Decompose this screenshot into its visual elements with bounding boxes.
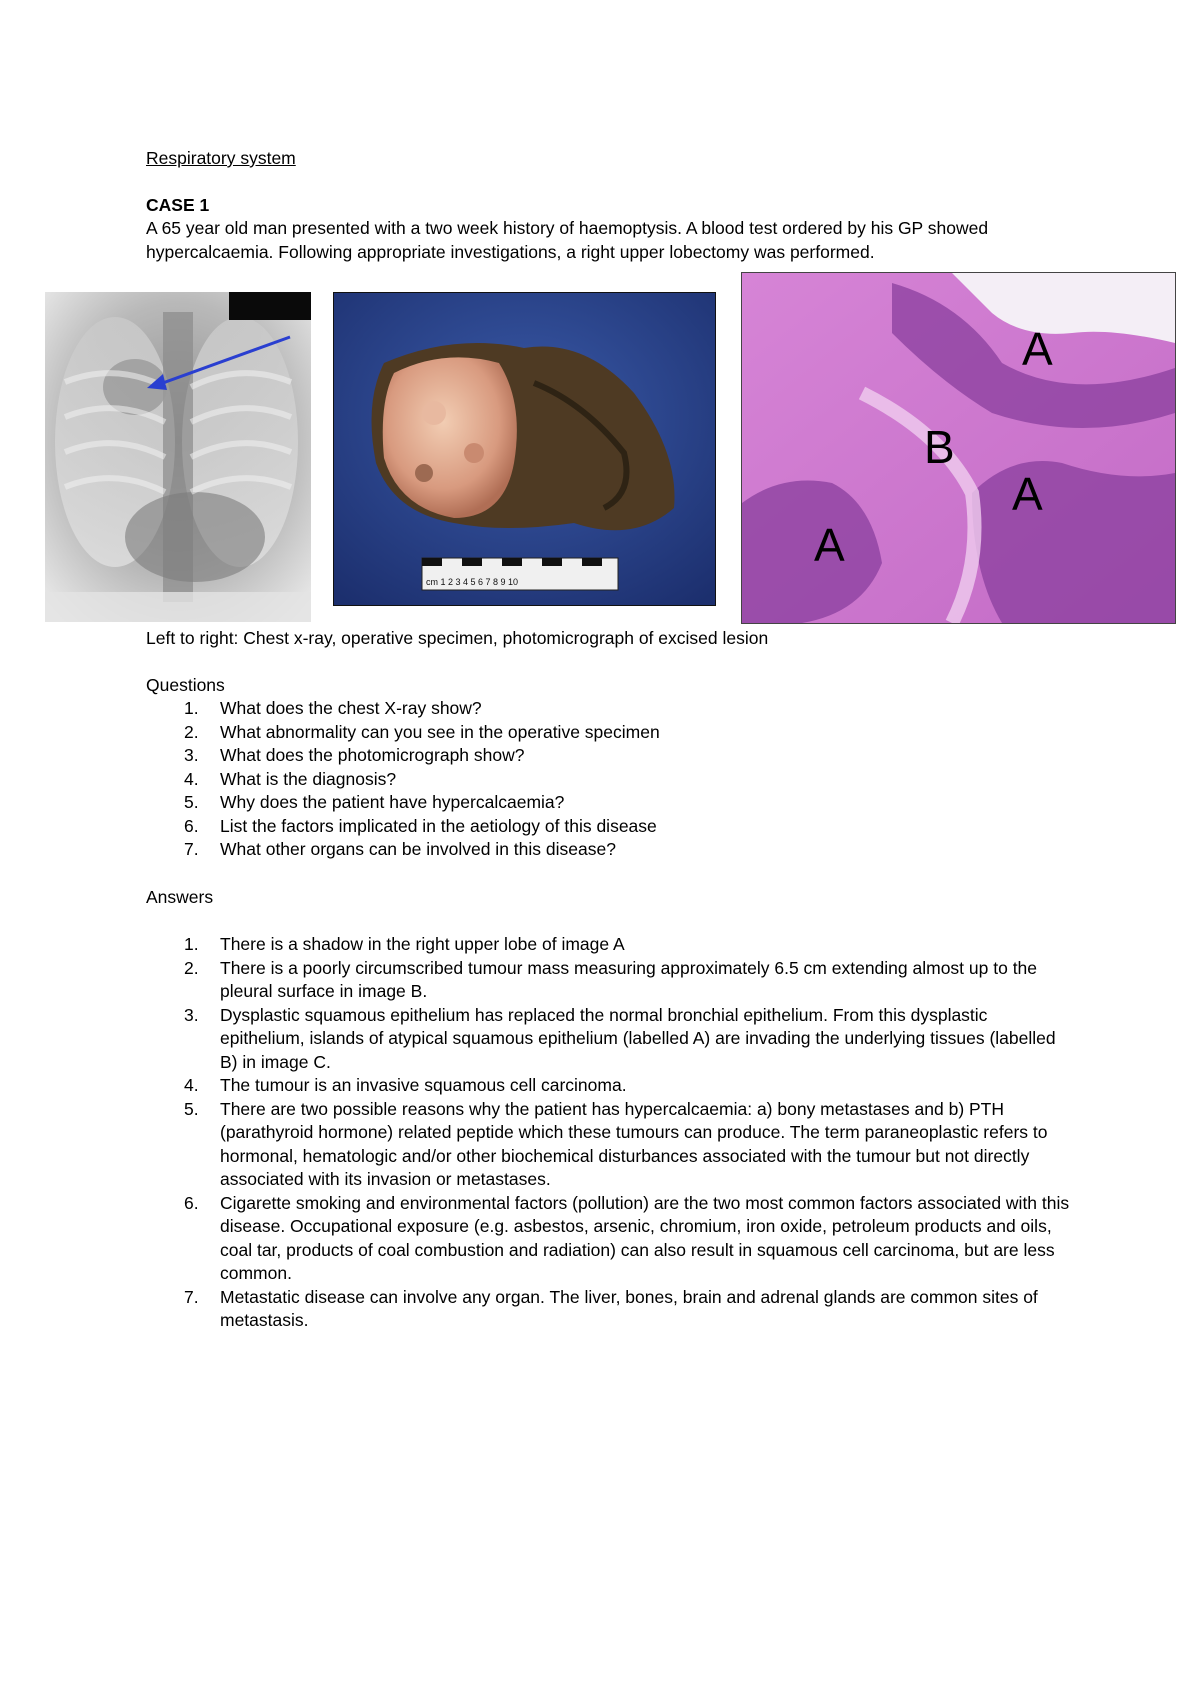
list-item	[146, 1074, 1076, 1098]
micrograph-label-b: B	[924, 421, 955, 473]
questions-heading: Questions	[146, 675, 225, 695]
list-number: 3.	[184, 745, 199, 765]
list-number: 2.	[184, 721, 199, 742]
list-item	[146, 957, 1076, 1004]
questions-list	[146, 697, 1076, 862]
list-item	[146, 1286, 1076, 1333]
list-item	[146, 791, 1076, 815]
chest-xray-graphic	[45, 292, 311, 622]
list-number: 5.	[184, 1098, 199, 1119]
answer-text: There is a poorly circumscribed tumour mass measuring approximately 6.5 cm extending almost up to the pleural surface in image B.	[220, 957, 1038, 1001]
list-number: 4.	[184, 1075, 199, 1095]
case-intro: A 65 year old man presented with a two week history of haemoptysis. A blood test ordered by his GP showed hypercalcaemia. Following appropriate investigations, a right upper lobectomy was performed.	[146, 218, 989, 262]
micrograph-label-a2: A	[1012, 468, 1043, 520]
list-number: 6.	[184, 815, 199, 836]
answers-list	[146, 933, 1076, 1333]
micrograph-graphic	[742, 273, 1175, 623]
list-item	[146, 744, 1076, 768]
answer-text: There is a shadow in the right upper lobe of image A	[220, 934, 625, 954]
ruler-label: cm 1 2 3 4 5 6 7 8 9 10	[426, 577, 519, 587]
list-item	[146, 933, 1076, 957]
answer-text: The tumour is an invasive squamous cell carcinoma.	[220, 1075, 627, 1095]
operative-specimen-image	[333, 292, 716, 606]
list-item	[146, 838, 1076, 862]
answer-text: There are two possible reasons why the patient has hypercalcaemia: a) bony metastases and b) PTH (parathyroid hormone) related peptide which these tumours can produce. The term paraneoplastic refers to hormonal, hematologic and/or other biochemical disturbances associated with the tumour but not directly associated with its invasion or metastases.	[220, 1098, 1048, 1189]
photomicrograph-image	[741, 272, 1176, 624]
micrograph-label-a1: A	[1022, 323, 1053, 375]
answers-heading: Answers	[146, 887, 214, 907]
list-item	[146, 721, 1076, 745]
list-item	[146, 815, 1076, 839]
list-item	[146, 1192, 1076, 1286]
micrograph-label-a3: A	[814, 519, 845, 571]
case-title: CASE 1	[146, 195, 210, 215]
question-text: List the factors implicated in the aetiology of this disease	[220, 815, 657, 836]
list-item	[146, 1098, 1076, 1192]
list-number: 7.	[184, 839, 199, 859]
question-text: What other organs can be involved in this disease?	[220, 839, 616, 859]
list-number: 6.	[184, 1192, 199, 1213]
chest-xray-image	[45, 292, 311, 622]
answer-text: Dysplastic squamous epithelium has replaced the normal bronchial epithelium. From this dysplastic epithelium, islands of atypical squamous epithelium (labelled A) are invading the underlying tissues (labelled B) in image C.	[220, 1004, 1056, 1072]
list-item	[146, 768, 1076, 792]
list-number: 1.	[184, 698, 199, 718]
list-number: 7.	[184, 1286, 199, 1307]
figure-caption: Left to right: Chest x-ray, operative specimen, photomicrograph of excised lesion	[146, 628, 769, 648]
question-text: What does the chest X-ray show?	[220, 698, 482, 718]
answer-text: Cigarette smoking and environmental factors (pollution) are the two most common factors associated with this disease. Occupational exposure (e.g. asbestos, arsenic, chromium, iron oxide, petroleum products and oils, coal tar, products of coal combustion and radiation) can also result in squamous cell carcinoma, but are less common.	[220, 1192, 1070, 1283]
question-text: Why does the patient have hypercalcaemia?	[220, 792, 565, 812]
list-number: 2.	[184, 957, 199, 978]
question-text: What does the photomicrograph show?	[220, 745, 525, 765]
question-text: What abnormality can you see in the operative specimen	[220, 721, 660, 742]
section-title: Respiratory system	[146, 148, 296, 168]
list-item	[146, 697, 1076, 721]
list-item	[146, 1004, 1076, 1075]
specimen-graphic	[334, 293, 715, 605]
answer-text: Metastatic disease can involve any organ. The liver, bones, brain and adrenal glands are common sites of metastasis.	[220, 1286, 1038, 1330]
question-text: What is the diagnosis?	[220, 768, 397, 789]
list-number: 3.	[184, 1004, 199, 1025]
list-number: 5.	[184, 792, 199, 812]
list-number: 1.	[184, 934, 199, 954]
list-number: 4.	[184, 768, 199, 789]
